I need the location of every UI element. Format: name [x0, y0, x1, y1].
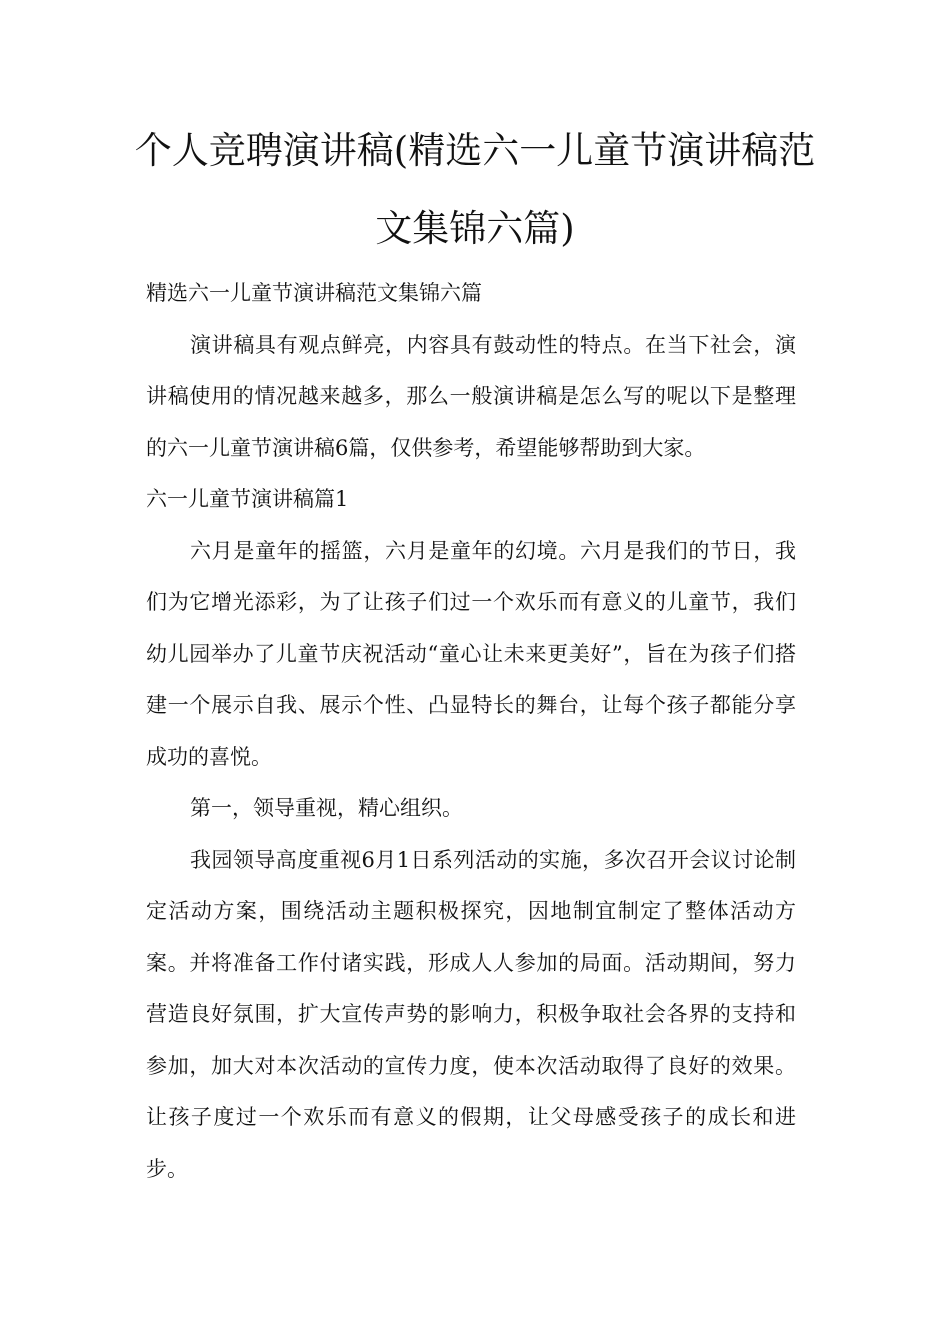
body-paragraph: 我园领导高度重视6月1日系列活动的实施，多次召开会议讨论制定活动方案，围绕活动主题积极探究，因地制宜制定了整体活动方案。并将准备工作付诸实践，形成人人参加的局面。活动期间，努力营造良好氛围，扩大宣传声势的影响力，积极争取社会各界的支持和参加，加大对本次活动的宣传力度，使本次活动取得了良好的效果。让孩子度过一个欢乐而有意义的假期，让父母感受孩子的成长和进步。	[146, 847, 796, 1181]
intro-paragraph: 演讲稿具有观点鲜亮，内容具有鼓动性的特点。在当下社会，演讲稿使用的情况越来越多，那么一般演讲稿是怎么写的呢以下是整理的六一儿童节演讲稿6篇，仅供参考，希望能够帮助到大家。	[146, 332, 796, 460]
body-paragraph: 六月是童年的摇篮，六月是童年的幻境。六月是我们的节日，我们为它增光添彩，为了让孩子们过一个欢乐而有意义的儿童节，我们幼儿园举办了儿童节庆祝活动“童心让未来更美好”，旨在为孩子们搭建一个展示自我、展示个性、凸显特长的舞台，让每个孩子都能分享成功的喜悦。	[146, 538, 796, 769]
section-heading: 六一儿童节演讲稿篇1	[146, 487, 349, 511]
subtitle-paragraph: 精选六一儿童节演讲稿范文集锦六篇	[146, 281, 482, 305]
point-heading: 第一，领导重视，精心组织。	[190, 796, 463, 820]
document-body	[146, 268, 796, 1195]
document-title: 个人竞聘演讲稿(精选六一儿童节演讲稿范文集锦六篇)	[134, 129, 816, 250]
